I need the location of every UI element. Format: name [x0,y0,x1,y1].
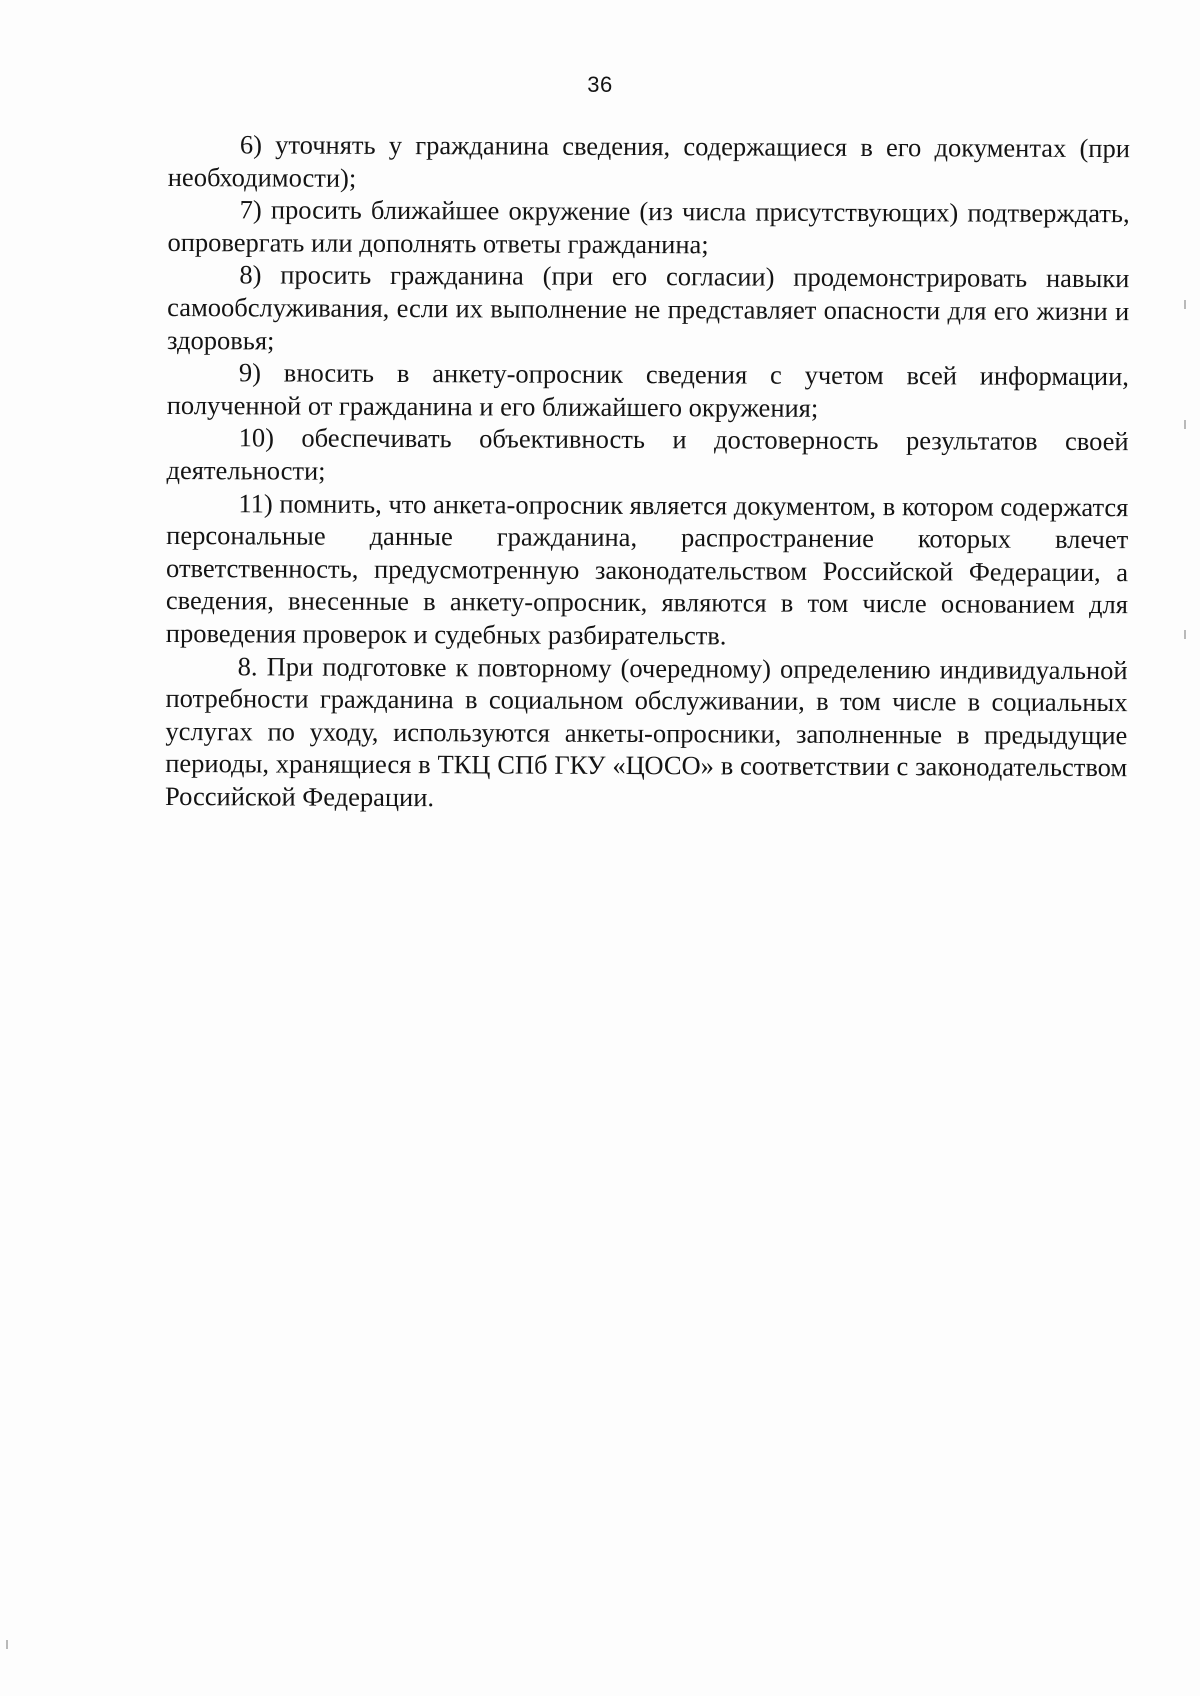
list-item-6: 6) уточнять у гражданина сведения, содержащиеся в его документах (при необходимости); [167,129,1130,193]
scan-artifact [1184,300,1186,309]
list-item-9: 9) вносить в анкету-опросник сведения с учетом всей информации, полученной от гражданина и его ближайшего окружения; [166,357,1129,423]
list-item-10: 10) обеспечивать объективность и достоверность результатов своей деятельности; [166,422,1129,486]
list-item-7: 7) просить ближайшее окружение (из числа присутствующих) подтверждать, опровергать или дополнять ответы гражданина; [167,194,1130,260]
list-item-8: 8) просить гражданина (при его согласии) продемонстрировать навыки самообслуживания, если их выполнение не представляет опасности для его жизни и здоровья; [167,259,1130,356]
list-item-11: 11) помнить, что анкета-опросник является документом, в котором содержатся персональные данные гражданина, распространение которых влечет ответственность, предусмотренную законодательством Российской Федерации, а сведения, внесенные в анкету-опросник, являются в том числе основанием для проведения проверок и судебных разбирательств. [165,487,1129,651]
document-body [165,128,1130,817]
scan-artifact [6,1640,8,1649]
scan-artifact [1184,420,1186,429]
section-8-paragraph: 8. При подготовке к повторному (очередному) определению индивидуальной потребности гражданина в социальном обслуживании, в том числе в социальных услугах по уходу, используются анкеты-опросники, заполненные в предыдущие периоды, хранящиеся в ТКЦ СПб ГКУ «ЦОСО» в соответствии с законодательством Российской Федерации. [165,650,1128,813]
scan-artifact [1184,630,1186,639]
page-number: 36 [587,72,613,97]
